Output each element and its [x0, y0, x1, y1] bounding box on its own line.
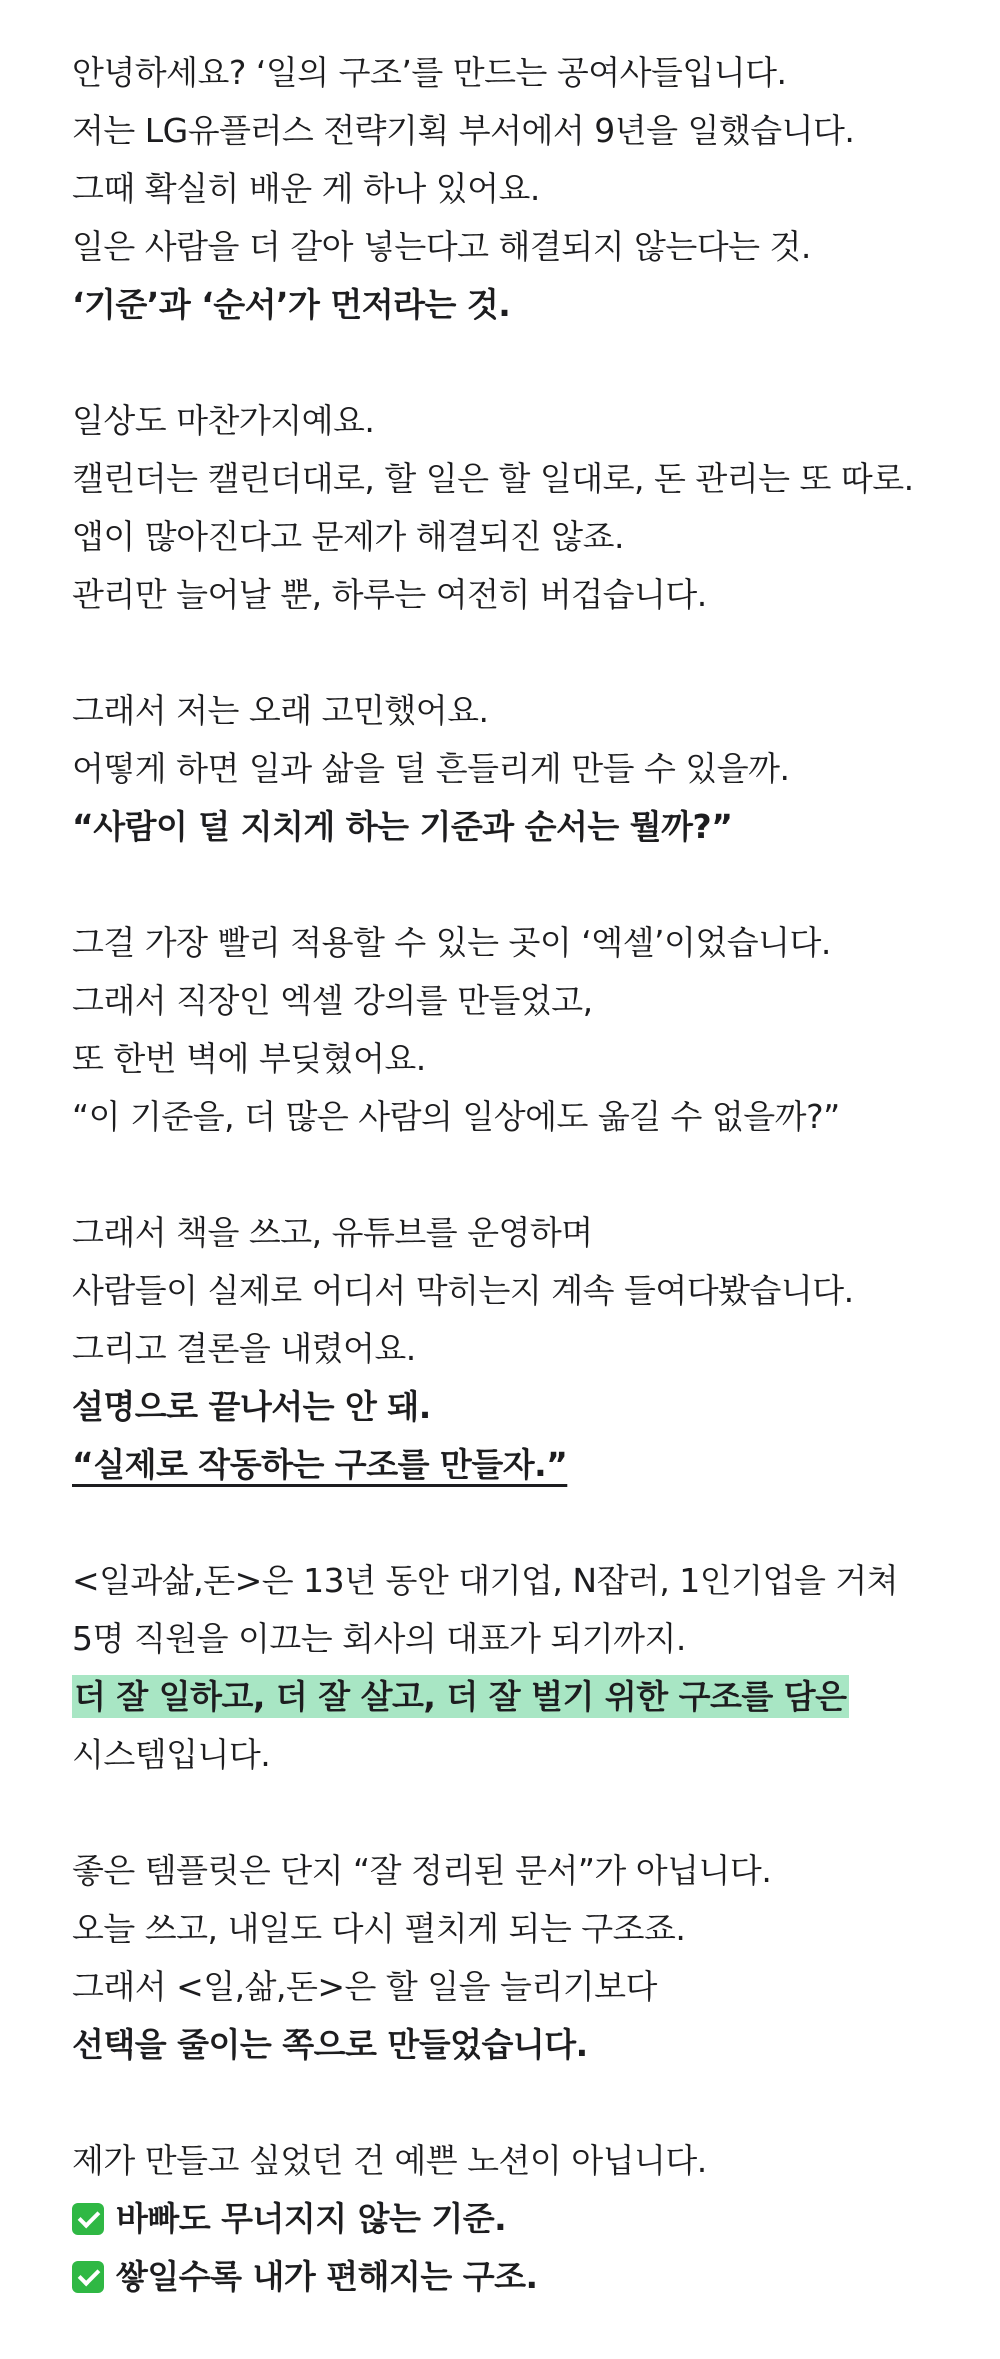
paragraph-gap [72, 856, 972, 914]
text-line [72, 1262, 972, 1320]
paragraph-1 [72, 44, 972, 334]
body-text: 앱이 많아진다고 문제가 해결되진 않죠. [72, 517, 624, 556]
text-line [72, 1900, 972, 1958]
paragraph-gap [72, 624, 972, 682]
paragraph-gap [72, 334, 972, 392]
text-line [72, 1320, 972, 1378]
bold-text: 쌓일수록 내가 편해지는 구조. [116, 2257, 538, 2296]
paragraph-5 [72, 1204, 972, 1494]
paragraph-8 [72, 2132, 972, 2306]
bold-text: 바빠도 무너지지 않는 기준. [116, 2199, 507, 2238]
paragraph-7 [72, 1842, 972, 2074]
body-text: 저는 LG유플러스 전략기획 부서에서 9년을 일했습니다. [72, 111, 855, 150]
bold-text: ‘기준’과 ‘순서’가 먼저라는 것. [72, 285, 511, 324]
text-line [72, 740, 972, 798]
text-line [72, 102, 972, 160]
text-line [72, 1378, 972, 1436]
text-line [72, 1204, 972, 1262]
text-line [72, 508, 972, 566]
body-text: 일은 사람을 더 갈아 넣는다고 해결되지 않는다는 것. [72, 227, 811, 266]
body-text: 또 한번 벽에 부딪혔어요. [72, 1039, 426, 1078]
bold-text: 설명으로 끝나서는 안 돼. [72, 1387, 431, 1426]
body-text: 오늘 쓰고, 내일도 다시 펼치게 되는 구조죠. [72, 1909, 686, 1948]
paragraph-4 [72, 914, 972, 1146]
paragraph-gap [72, 2074, 972, 2132]
bold-text: “사람이 덜 지치게 하는 기준과 순서는 뭘까?” [72, 807, 733, 846]
checklist-item [72, 2190, 972, 2248]
body-text: 제가 만들고 싶었던 건 예쁜 노션이 아닙니다. [72, 2141, 707, 2180]
text-line [72, 1842, 972, 1900]
body-text: 그리고 결론을 내렸어요. [72, 1329, 416, 1368]
paragraph-6 [72, 1552, 972, 1784]
text-line [72, 566, 972, 624]
body-text: 관리만 늘어날 뿐, 하루는 여전히 버겁습니다. [72, 575, 707, 614]
document-body [72, 44, 972, 2306]
highlighted-text: 더 잘 일하고, 더 잘 살고, 더 잘 벌기 위한 구조를 담은 [74, 1677, 847, 1716]
text-line [72, 392, 972, 450]
paragraph-3 [72, 682, 972, 856]
paragraph-gap [72, 1146, 972, 1204]
paragraph-gap [72, 1494, 972, 1552]
checklist-item [72, 2248, 972, 2306]
text-line [72, 1088, 972, 1146]
bold-text: 선택을 줄이는 쪽으로 만들었습니다. [72, 2025, 588, 2064]
body-text: 시스템입니다. [72, 1735, 271, 1774]
body-text: 좋은 템플릿은 단지 “잘 정리된 문서”가 아닙니다. [72, 1851, 772, 1890]
text-line [72, 798, 972, 856]
text-line [72, 2016, 972, 2074]
body-text: 그걸 가장 빨리 적용할 수 있는 곳이 ‘엑셀’이었습니다. [72, 923, 831, 962]
text-line [72, 218, 972, 276]
text-line [72, 44, 972, 102]
text-line [72, 682, 972, 740]
body-text: 그래서 <일,삶,돈>은 할 일을 늘리기보다 [72, 1967, 657, 2006]
text-line [72, 1610, 972, 1668]
text-line [72, 1726, 972, 1784]
body-text: 어떻게 하면 일과 삶을 덜 흔들리게 만들 수 있을까. [72, 749, 790, 788]
text-line [72, 450, 972, 508]
underlined-text: “실제로 작동하는 구조를 만들자.” [72, 1445, 568, 1484]
text-line [72, 2132, 972, 2190]
text-line [72, 1958, 972, 2016]
check-mark-icon [72, 2261, 104, 2293]
text-line [72, 160, 972, 218]
text-line [72, 1668, 972, 1726]
paragraph-gap [72, 1784, 972, 1842]
body-text: “이 기준을, 더 많은 사람의 일상에도 옮길 수 없을까?” [72, 1097, 840, 1136]
body-text: 그래서 직장인 엑셀 강의를 만들었고, [72, 981, 593, 1020]
text-line [72, 914, 972, 972]
check-mark-icon [72, 2203, 104, 2235]
text-line [72, 972, 972, 1030]
body-text: 안녕하세요? ‘일의 구조’를 만드는 공여사들입니다. [72, 53, 787, 92]
body-text: 캘린더는 캘린더대로, 할 일은 할 일대로, 돈 관리는 또 따로. [72, 459, 914, 498]
body-text: 일상도 마찬가지예요. [72, 401, 375, 440]
body-text: <일과삶,돈>은 13년 동안 대기업, N잡러, 1인기업을 거쳐 [72, 1561, 899, 1600]
text-line [72, 1552, 972, 1610]
body-text: 그래서 저는 오래 고민했어요. [72, 691, 489, 730]
text-line [72, 1030, 972, 1088]
paragraph-2 [72, 392, 972, 624]
body-text: 그래서 책을 쓰고, 유튜브를 운영하며 [72, 1213, 593, 1252]
body-text: 5명 직원을 이끄는 회사의 대표가 되기까지. [72, 1619, 686, 1658]
text-line [72, 1436, 972, 1494]
body-text: 그때 확실히 배운 게 하나 있어요. [72, 169, 540, 208]
body-text: 사람들이 실제로 어디서 막히는지 계속 들여다봤습니다. [72, 1271, 854, 1310]
text-line [72, 276, 972, 334]
